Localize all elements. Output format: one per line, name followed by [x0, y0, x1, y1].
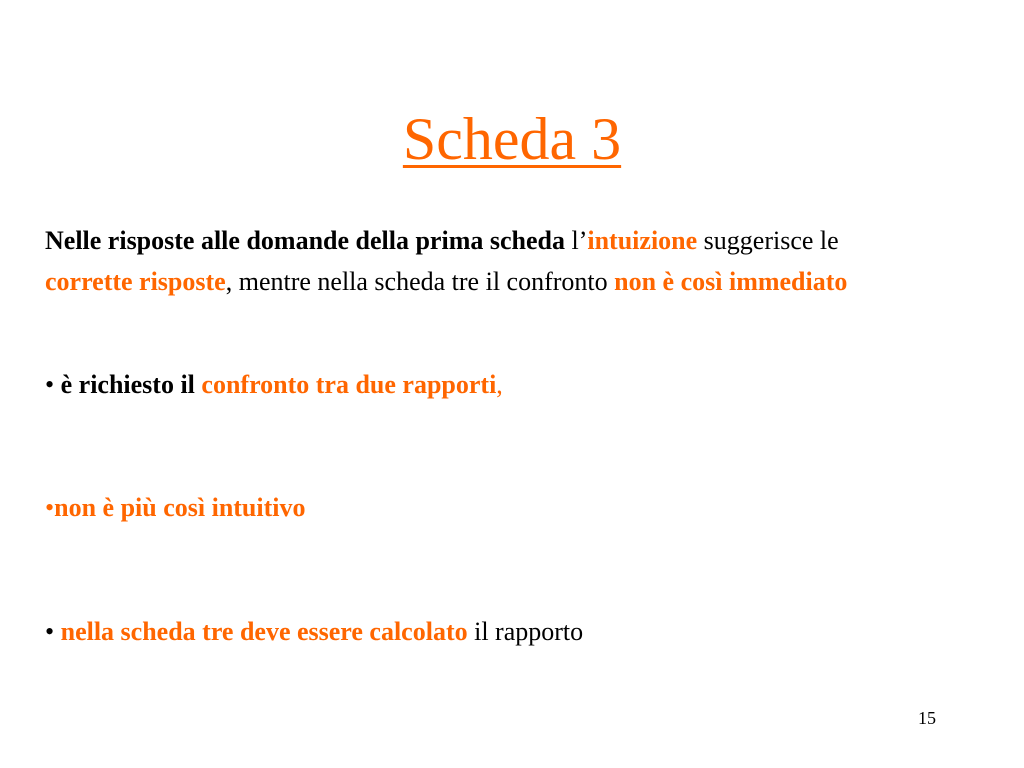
- intro-highlight-corrette-risposte: corrette risposte: [45, 267, 226, 296]
- bullet-item: [45, 364, 925, 405]
- intro-highlight-intuizione: intuizione: [587, 226, 698, 255]
- slide-title: Scheda 3: [402, 106, 622, 172]
- intro-text-plain: , mentre nella scheda tre il confronto: [225, 267, 615, 296]
- intro-text-plain: l’: [564, 226, 588, 255]
- bullet-highlight: non è più così intuitivo: [54, 493, 306, 522]
- intro-text-bold: Nelle risposte alle domande della prima scheda: [45, 226, 565, 255]
- bullet-item: [45, 487, 925, 528]
- intro-paragraph: [45, 220, 925, 302]
- bullet-marker: •: [45, 493, 55, 522]
- bullet-punctuation: ,: [496, 370, 503, 399]
- intro-highlight-non-immediato: non è così immediato: [614, 267, 848, 296]
- bullet-marker: •: [45, 617, 61, 646]
- bullet-marker: •: [45, 370, 61, 399]
- bullet-text-plain: il rapporto: [467, 617, 584, 646]
- bullet-text-bold: è richiesto il: [60, 370, 202, 399]
- intro-text-plain: suggerisce le: [697, 226, 839, 255]
- slide-number: 15: [918, 708, 936, 728]
- bullet-highlight: confronto tra due rapporti: [201, 370, 497, 399]
- bullet-item: [45, 611, 925, 652]
- bullet-highlight: nella scheda tre deve essere calcolato: [60, 617, 468, 646]
